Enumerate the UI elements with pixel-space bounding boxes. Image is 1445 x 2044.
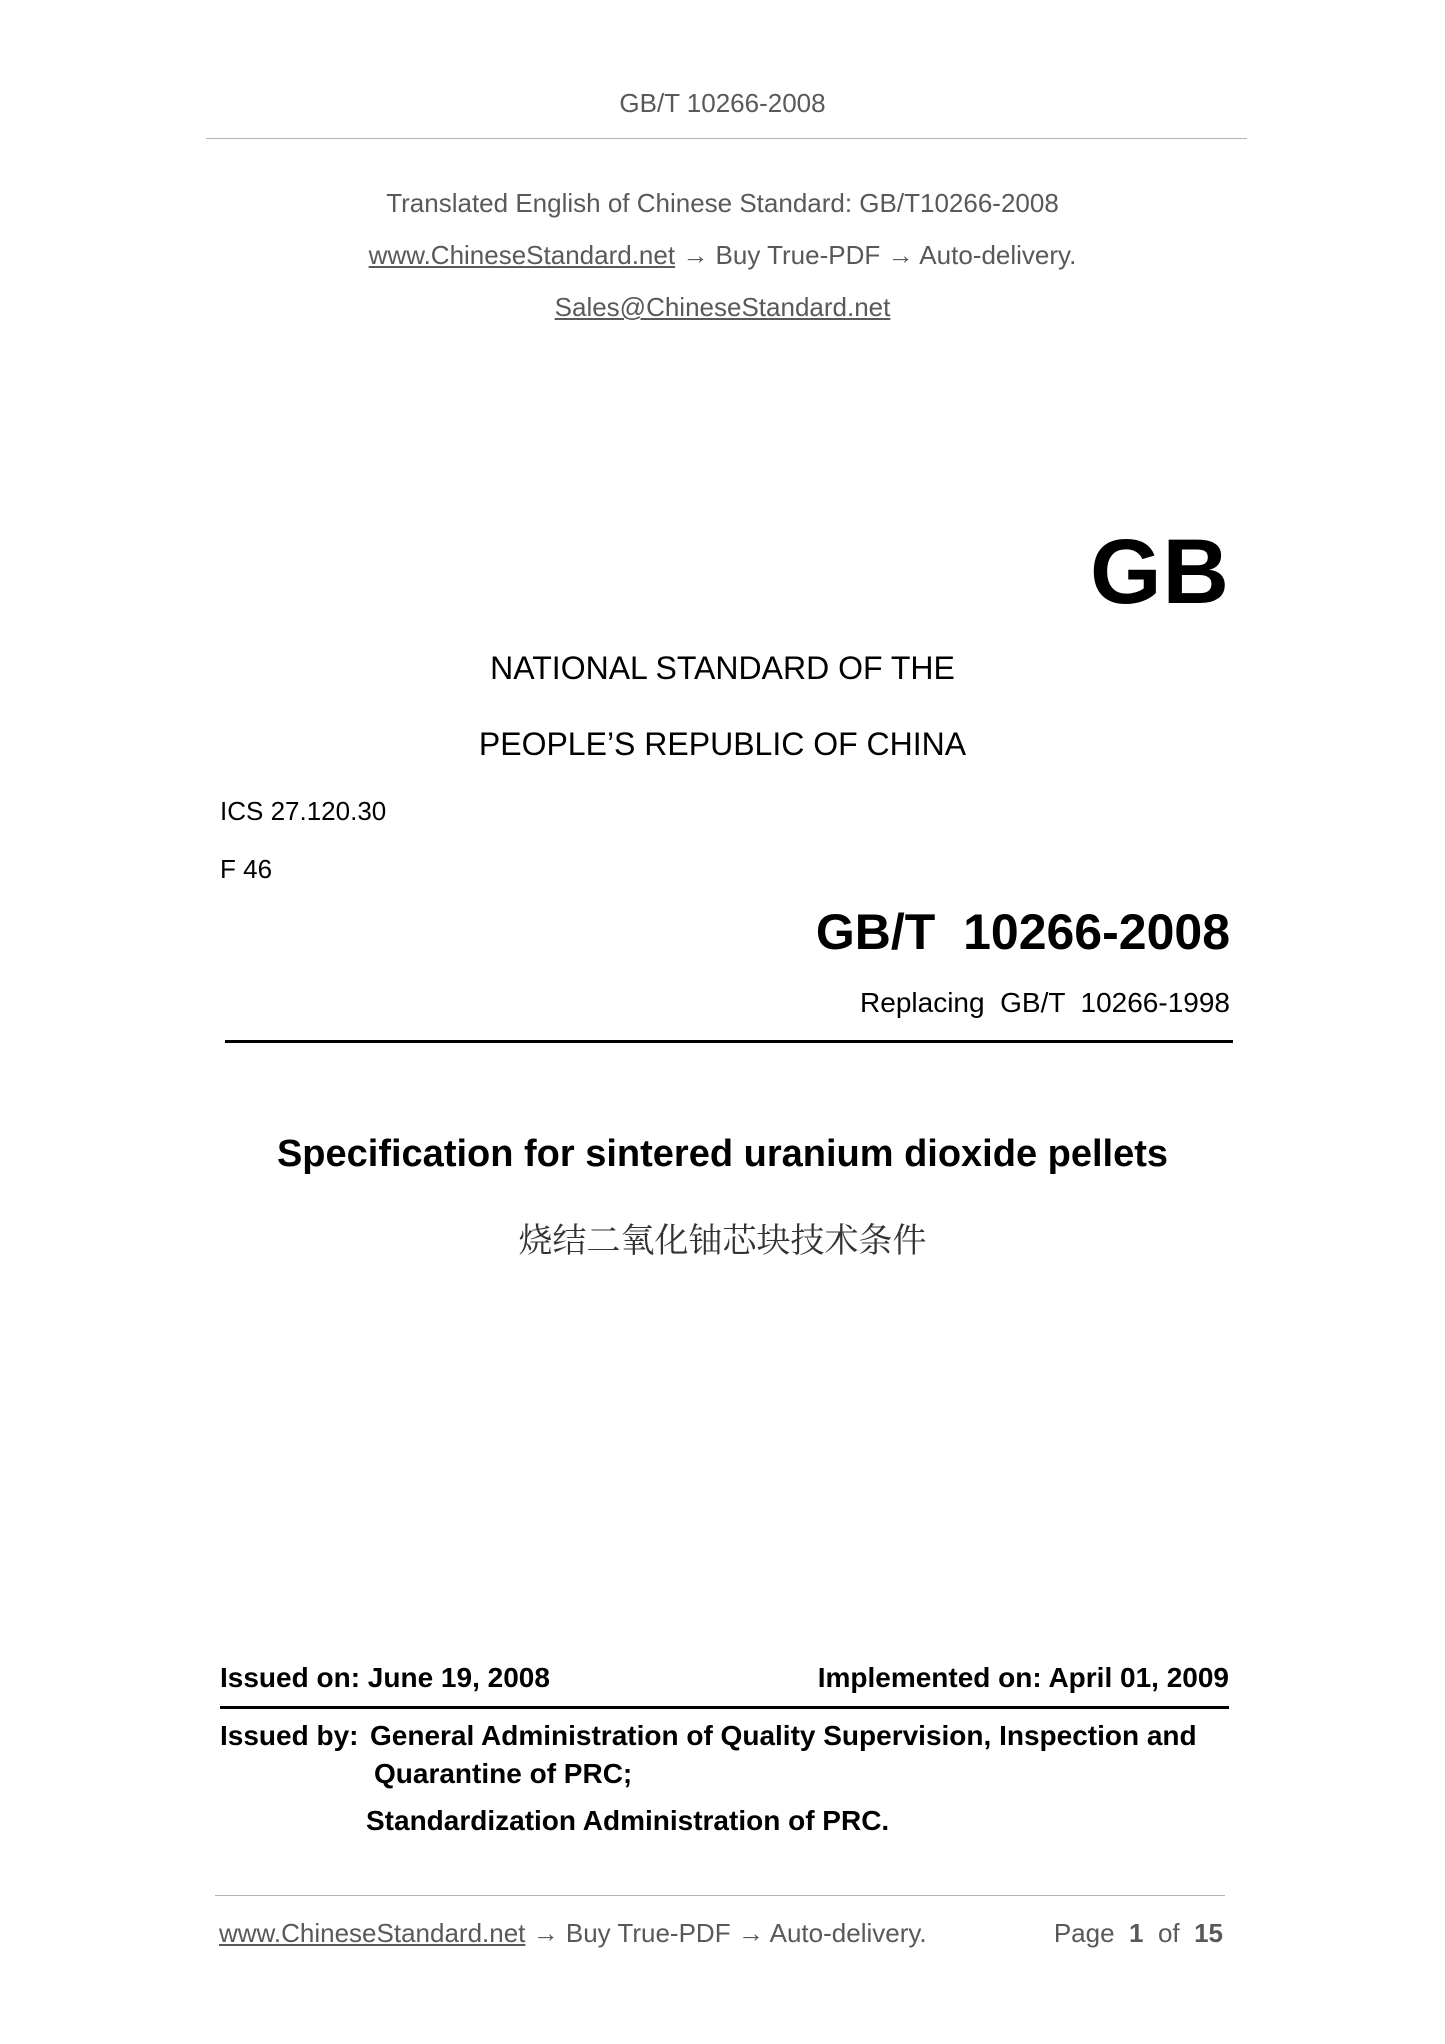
- footer-delivery-text: Auto-delivery.: [769, 1918, 927, 1948]
- of-label: of: [1157, 1918, 1180, 1948]
- auto-delivery-text: Auto-delivery.: [919, 240, 1077, 270]
- header-divider: [206, 138, 1247, 139]
- replacing-standard: Replacing GB/T 10266-1998: [860, 987, 1230, 1018]
- footer-buy-text: Buy True-PDF: [565, 1918, 731, 1948]
- issuer-aqsiq-line2: Quarantine of PRC;: [374, 1758, 633, 1789]
- arrow-right-icon: →: [682, 240, 709, 270]
- implemented-on-date: Implemented on: April 01, 2009: [817, 1662, 1229, 1693]
- footer-promo: [219, 1918, 927, 1949]
- buy-true-pdf-text: Buy True-PDF: [715, 240, 881, 270]
- issuer-aqsiq-line1: General Administration of Quality Supervision, Inspection and: [370, 1720, 1197, 1751]
- standard-number: GB/T 10266-2008: [815, 904, 1230, 960]
- page-total: 15: [1194, 1918, 1223, 1948]
- page-indicator: [1054, 1918, 1223, 1949]
- page-label: Page: [1053, 1918, 1115, 1948]
- title-divider: [225, 1040, 1233, 1043]
- site-link[interactable]: www.ChineseStandard.net: [368, 240, 676, 270]
- page-number: 1: [1129, 1918, 1144, 1948]
- dates-divider: [220, 1706, 1229, 1709]
- footer-site-link[interactable]: www.ChineseStandard.net: [219, 1918, 526, 1948]
- footer-divider: [215, 1895, 1225, 1896]
- promo-line-translated: Translated English of Chinese Standard: GB/T10266-2008: [386, 188, 1059, 218]
- sales-email-link[interactable]: Sales@ChineseStandard.net: [554, 292, 891, 322]
- arrow-right-icon: →: [532, 1918, 559, 1948]
- arrow-right-icon: →: [737, 1918, 764, 1948]
- issued-on-date: Issued on: June 19, 2008: [220, 1662, 550, 1693]
- arrow-right-icon: →: [887, 240, 914, 270]
- classification-code: F 46: [220, 854, 273, 884]
- document-title-en: Specification for sintered uranium dioxide pellets: [276, 1133, 1169, 1175]
- promo-line-buy: [0, 240, 1445, 271]
- document-title-cn: 烧结二氧化铀芯块技术条件: [518, 1221, 927, 1261]
- promo-line-email: [0, 292, 1445, 323]
- ics-code: ICS 27.120.30: [220, 796, 387, 826]
- issued-by-label: Issued by:: [220, 1720, 359, 1751]
- gb-logo-mark: GB: [1090, 521, 1230, 623]
- national-standard-line1: NATIONAL STANDARD OF THE: [490, 650, 955, 686]
- issuer-sac: Standardization Administration of PRC.: [366, 1805, 890, 1836]
- running-header: GB/T 10266-2008: [619, 88, 826, 118]
- national-standard-line2: PEOPLE’S REPUBLIC OF CHINA: [478, 726, 967, 762]
